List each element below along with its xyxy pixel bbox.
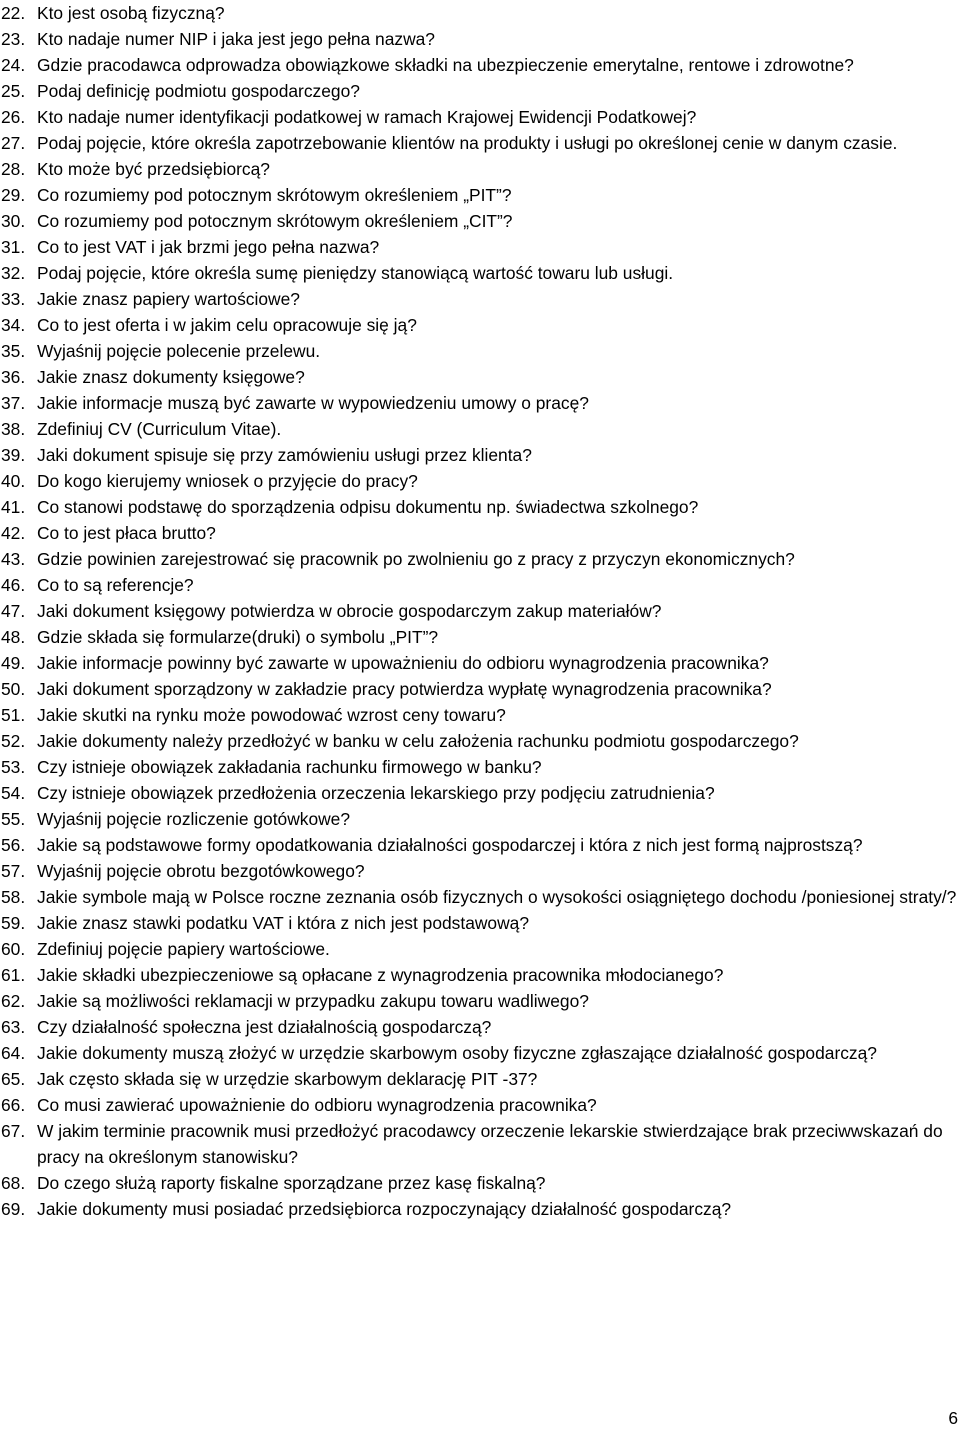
question-number: 54.: [1, 783, 26, 803]
question-text: Kto jest osobą fizyczną?: [37, 3, 225, 23]
question-number: 41.: [1, 497, 26, 517]
question-number: 35.: [1, 341, 26, 361]
question-text: Co to jest VAT i jak brzmi jego pełna nazwa?: [37, 237, 380, 257]
question-text: Co musi zawierać upoważnienie do odbioru wynagrodzenia pracownika?: [37, 1095, 597, 1115]
question-item: [0, 962, 958, 988]
question-item: [0, 390, 958, 416]
question-item: [0, 858, 958, 884]
question-item: [0, 1196, 958, 1222]
question-text: Wyjaśnij pojęcie polecenie przelewu.: [37, 341, 321, 361]
question-text: Gdzie pracodawca odprowadza obowiązkowe składki na ubezpieczenie emerytalne, rentowe i zdrowotne?: [37, 55, 854, 75]
question-text: Jakie są możliwości reklamacji w przypadku zakupu towaru wadliwego?: [37, 991, 589, 1011]
question-item: [0, 1118, 958, 1170]
question-item: [0, 130, 958, 156]
question-item: [0, 598, 958, 624]
question-text: Kto nadaje numer NIP i jaka jest jego pełna nazwa?: [37, 29, 435, 49]
question-text: Jakie dokumenty musi posiadać przedsiębiorca rozpoczynający działalność gospodarczą?: [37, 1199, 732, 1219]
question-number: 52.: [1, 731, 26, 751]
question-number: 50.: [1, 679, 26, 699]
question-item: [0, 1066, 958, 1092]
question-text: Co to są referencje?: [37, 575, 194, 595]
question-text: Czy istnieje obowiązek przedłożenia orzeczenia lekarskiego przy podjęciu zatrudnienia?: [37, 783, 715, 803]
question-item: [0, 910, 958, 936]
question-item: [0, 754, 958, 780]
question-number: 49.: [1, 653, 26, 673]
question-text: Podaj pojęcie, które określa zapotrzebowanie klientów na produkty i usługi po określonej cenie w danym czasie.: [37, 133, 898, 153]
question-text: W jakim terminie pracownik musi przedłożyć pracodawcy orzeczenie lekarskie stwierdzające brak przeciwwskazań do pracy na określonym stanowisku?: [37, 1121, 943, 1167]
question-text: Kto nadaje numer identyfikacji podatkowej w ramach Krajowej Ewidencji Podatkowej?: [37, 107, 697, 127]
question-item: [0, 780, 958, 806]
question-item: [0, 364, 958, 390]
question-item: [0, 182, 958, 208]
question-number: 24.: [1, 55, 26, 75]
question-number: 43.: [1, 549, 26, 569]
question-number: 64.: [1, 1043, 26, 1063]
question-number: 26.: [1, 107, 26, 127]
question-number: 55.: [1, 809, 26, 829]
question-number: 61.: [1, 965, 26, 985]
question-number: 51.: [1, 705, 26, 725]
question-item: [0, 702, 958, 728]
question-number: 40.: [1, 471, 26, 491]
question-text: Co to jest oferta i w jakim celu opracowuje się ją?: [37, 315, 417, 335]
question-text: Do czego służą raporty fiskalne sporządzane przez kasę fiskalną?: [37, 1173, 546, 1193]
question-number: 28.: [1, 159, 26, 179]
question-text: Podaj pojęcie, które określa sumę pieniędzy stanowiącą wartość towaru lub usługi.: [37, 263, 674, 283]
question-text: Jaki dokument sporządzony w zakładzie pracy potwierdza wypłatę wynagrodzenia pracownika?: [37, 679, 772, 699]
question-number: 37.: [1, 393, 26, 413]
question-number: 29.: [1, 185, 26, 205]
question-item: [0, 442, 958, 468]
question-number: 27.: [1, 133, 26, 153]
question-text: Zdefiniuj pojęcie papiery wartościowe.: [37, 939, 330, 959]
question-item: [0, 806, 958, 832]
question-item: [0, 832, 958, 858]
question-number: 47.: [1, 601, 26, 621]
question-text: Co rozumiemy pod potocznym skrótowym określeniem „CIT”?: [37, 211, 513, 231]
question-item: [0, 572, 958, 598]
question-text: Do kogo kierujemy wniosek o przyjęcie do pracy?: [37, 471, 418, 491]
question-number: 31.: [1, 237, 26, 257]
question-number: 66.: [1, 1095, 26, 1115]
question-text: Jakie dokumenty należy przedłożyć w banku w celu założenia rachunku podmiotu gospodarczego?: [37, 731, 799, 751]
question-text: Jakie dokumenty muszą złożyć w urzędzie skarbowym osoby fizyczne zgłaszające działalność gospodarczą?: [37, 1043, 877, 1063]
question-text: Jakie skutki na rynku może powodować wzrost ceny towaru?: [37, 705, 506, 725]
question-number: 34.: [1, 315, 26, 335]
question-text: Gdzie powinien zarejestrować się pracownik po zwolnieniu go z pracy z przyczyn ekonomicznych?: [37, 549, 795, 569]
question-item: [0, 1014, 958, 1040]
question-item: [0, 624, 958, 650]
question-item: [0, 546, 958, 572]
question-text: Wyjaśnij pojęcie rozliczenie gotówkowe?: [37, 809, 351, 829]
question-number: 53.: [1, 757, 26, 777]
question-item: [0, 416, 958, 442]
question-text: Jakie symbole mają w Polsce roczne zeznania osób fizycznych o wysokości osiągniętego dochodu /poniesionej straty/?: [37, 887, 957, 907]
question-text: Jakie składki ubezpieczeniowe są opłacane z wynagrodzenia pracownika młodocianego?: [37, 965, 724, 985]
question-item: [0, 312, 958, 338]
question-item: [0, 520, 958, 546]
question-item: [0, 156, 958, 182]
question-number: 23.: [1, 29, 26, 49]
question-text: Kto może być przedsiębiorcą?: [37, 159, 270, 179]
question-item: [0, 0, 958, 26]
question-text: Jakie znasz stawki podatku VAT i która z nich jest podstawową?: [37, 913, 530, 933]
question-number: 33.: [1, 289, 26, 309]
question-text: Jakie znasz papiery wartościowe?: [37, 289, 300, 309]
question-number: 65.: [1, 1069, 26, 1089]
question-text: Co stanowi podstawę do sporządzenia odpisu dokumentu np. świadectwa szkolnego?: [37, 497, 699, 517]
question-item: [0, 286, 958, 312]
question-text: Jakie znasz dokumenty księgowe?: [37, 367, 305, 387]
question-number: 69.: [1, 1199, 26, 1219]
question-item: [0, 728, 958, 754]
question-number: 38.: [1, 419, 26, 439]
question-number: 25.: [1, 81, 26, 101]
question-number: 42.: [1, 523, 26, 543]
question-number: 67.: [1, 1121, 26, 1141]
question-text: Co to jest płaca brutto?: [37, 523, 216, 543]
question-number: 57.: [1, 861, 26, 881]
question-number: 30.: [1, 211, 26, 231]
question-item: [0, 468, 958, 494]
question-text: Jakie informacje muszą być zawarte w wypowiedzeniu umowy o pracę?: [37, 393, 589, 413]
question-item: [0, 936, 958, 962]
question-item: [0, 1170, 958, 1196]
question-number: 22.: [1, 3, 26, 23]
question-number: 56.: [1, 835, 26, 855]
question-text: Wyjaśnij pojęcie obrotu bezgotówkowego?: [37, 861, 365, 881]
question-item: [0, 1040, 958, 1066]
question-item: [0, 1092, 958, 1118]
question-item: [0, 78, 958, 104]
question-text: Czy działalność społeczna jest działalnością gospodarczą?: [37, 1017, 492, 1037]
question-number: 39.: [1, 445, 26, 465]
question-item: [0, 208, 958, 234]
question-text: Jak często składa się w urzędzie skarbowym deklarację PIT -37?: [37, 1069, 538, 1089]
question-number: 36.: [1, 367, 26, 387]
question-text: Jaki dokument spisuje się przy zamówieniu usługi przez klienta?: [37, 445, 532, 465]
question-item: [0, 676, 958, 702]
question-number: 68.: [1, 1173, 26, 1193]
question-number: 63.: [1, 1017, 26, 1037]
question-number: 48.: [1, 627, 26, 647]
question-number: 58.: [1, 887, 26, 907]
question-item: [0, 338, 958, 364]
question-item: [0, 260, 958, 286]
question-text: Jaki dokument księgowy potwierdza w obrocie gospodarczym zakup materiałów?: [37, 601, 662, 621]
question-item: [0, 884, 958, 910]
question-text: Czy istnieje obowiązek zakładania rachunku firmowego w banku?: [37, 757, 542, 777]
question-number: 60.: [1, 939, 26, 959]
question-text: Gdzie składa się formularze(druki) o symbolu „PIT”?: [37, 627, 439, 647]
question-text: Podaj definicję podmiotu gospodarczego?: [37, 81, 360, 101]
question-text: Jakie informacje powinny być zawarte w upoważnieniu do odbioru wynagrodzenia pracownika?: [37, 653, 769, 673]
question-item: [0, 650, 958, 676]
question-item: [0, 494, 958, 520]
question-number: 62.: [1, 991, 26, 1011]
question-text: Zdefiniuj CV (Curriculum Vitae).: [37, 419, 282, 439]
question-number: 32.: [1, 263, 26, 283]
question-item: [0, 988, 958, 1014]
question-number: 46.: [1, 575, 26, 595]
page-number: 6: [948, 1408, 958, 1428]
question-item: [0, 52, 958, 78]
question-item: [0, 26, 958, 52]
question-text: Jakie są podstawowe formy opodatkowania działalności gospodarczej i która z nich jest formą najprostszą?: [37, 835, 863, 855]
question-item: [0, 104, 958, 130]
question-number: 59.: [1, 913, 26, 933]
question-text: Co rozumiemy pod potocznym skrótowym określeniem „PIT”?: [37, 185, 512, 205]
question-item: [0, 234, 958, 260]
